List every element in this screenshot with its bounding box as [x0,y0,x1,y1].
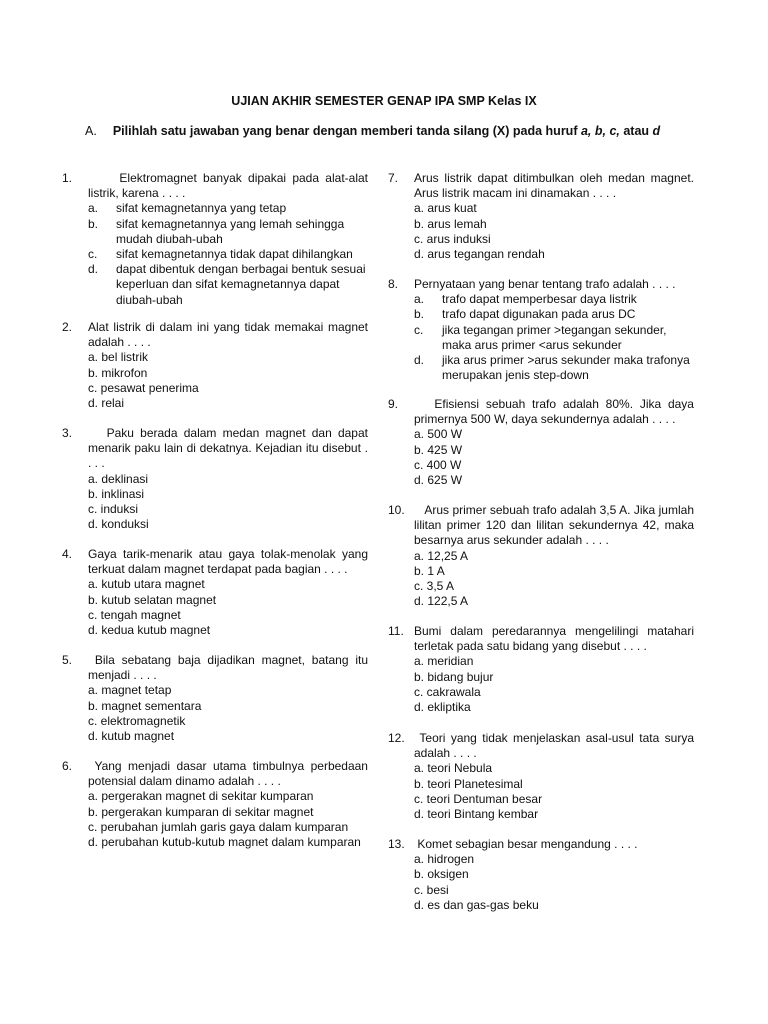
answer-options [414,427,694,488]
answer-option[interactable]: b. pergerakan kumparan di sekitar magnet [88,804,314,819]
answer-options [414,201,694,262]
answer-option[interactable]: d. kutub magnet [88,729,175,744]
question-item [388,837,694,913]
answer-options [414,654,694,715]
question-item [388,171,697,262]
answer-option[interactable] [88,217,368,247]
option-letter: d. [414,353,425,368]
instruction-last: d [652,124,661,138]
question-item [62,426,372,532]
question-stem: Arus primer sebuah trafo adalah 3,5 A. Jika jumlah lilitan primer 120 dan lilitan sekundernya 42, maka besarnya arus sekunder adalah . . . . [414,503,698,548]
question-number: 2. [62,320,73,334]
answer-option[interactable] [414,292,694,307]
option-text: jika arus primer >arus sekunder maka trafonya merupakan jenis step-down [442,353,690,383]
answer-option[interactable]: b. teori Planetesimal [414,776,523,791]
answer-option[interactable]: c. induksi [88,502,139,517]
answer-option[interactable]: c. arus induksi [414,231,491,246]
answer-option[interactable]: c. teori Dentuman besar [414,791,543,806]
answer-option[interactable]: d. ekliptika [414,700,471,715]
answer-options [88,350,368,411]
answer-option[interactable] [88,247,368,262]
question-stem: Arus listrik dapat ditimbulkan oleh medan magnet. Arus listrik macam ini dinamakan . . . . [414,171,697,201]
answer-option[interactable]: a. 500 W [414,427,463,442]
option-text: sifat kemagnetannya tidak dapat dihilangkan [116,247,353,262]
instruction-text: Pilihlah satu jawaban yang benar dengan memberi tanda silang (X) pada huruf [112,124,581,138]
answer-options [414,761,694,822]
instruction-letters: a, b, c, [580,124,620,138]
question-stem: Pernyataan yang benar tentang trafo adalah . . . . [414,277,676,291]
answer-option[interactable] [414,323,694,353]
question-number: 12. [388,731,405,745]
question-stem: Efisiensi sebuah trafo adalah 80%. Jika daya primernya 500 W, daya sekundernya adalah . . . . [414,397,698,427]
answer-option[interactable]: d. perubahan kutub-kutub magnet dalam kumparan [88,835,361,850]
option-text: trafo dapat memperbesar daya listrik [442,292,637,307]
answer-option[interactable]: a. meridian [414,654,474,669]
answer-option[interactable]: b. 1 A [414,563,445,578]
option-letter: b. [414,307,425,322]
question-number: 3. [62,426,73,440]
option-letter: a. [88,201,99,216]
answer-option[interactable]: d. konduksi [88,517,149,532]
question-number: 13. [388,837,405,851]
question-stem: Paku berada dalam medan magnet dan dapat menarik paku lain di dekatnya. Kejadian itu disebut . . . . [88,426,372,471]
option-text: sifat kemagnetannya yang lemah sehingga mudah diubah-ubah [116,216,345,246]
question-item [62,320,372,411]
answer-option[interactable]: b. inklinasi [88,486,145,501]
answer-option[interactable]: a. pergerakan magnet di sekitar kumparan [88,789,314,804]
answer-option[interactable]: c. tengah magnet [88,607,181,622]
instruction-joiner: atau [619,124,653,138]
instruction [85,124,660,138]
answer-options [88,683,368,744]
answer-options [414,549,694,610]
answer-options [88,201,368,307]
answer-option[interactable]: c. pesawat penerima [88,380,199,395]
answer-options [88,577,368,638]
question-item [62,547,372,638]
answer-options [414,852,694,913]
question-item [62,171,372,308]
answer-option[interactable]: d. arus tegangan rendah [414,247,545,262]
question-stem: Bumi dalam peredarannya mengelilingi matahari terletak pada satu bidang yang disebut . . . . [414,624,698,654]
answer-option[interactable]: d. relai [88,396,125,411]
answer-option[interactable]: b. magnet sementara [88,698,202,713]
question-stem: Elektromagnet banyak dipakai pada alat-alat listrik, karena . . . . [88,171,372,201]
option-letter: b. [88,216,99,231]
question-item [388,277,694,383]
answer-options [414,292,694,383]
question-stem: Yang menjadi dasar utama timbulnya perbedaan potensial dalam dinamo adalah . . . . [88,759,372,789]
question-item [388,503,698,609]
answer-option[interactable]: d. 625 W [414,473,463,488]
answer-option[interactable]: b. bidang bujur [414,669,494,684]
answer-option[interactable]: a. deklinasi [88,471,149,486]
option-text: sifat kemagnetannya yang tetap [116,201,287,216]
answer-option[interactable]: c. besi [414,882,449,897]
question-number: 6. [62,759,73,773]
answer-option[interactable]: a. kutub utara magnet [88,577,205,592]
question-number: 9. [388,397,399,411]
question-item [388,397,698,488]
answer-option[interactable]: c. cakrawala [414,684,481,699]
question-number: 7. [388,171,399,185]
answer-option[interactable]: a. bel listrik [88,350,149,365]
answer-option[interactable] [88,201,368,216]
answer-option[interactable]: c. elektromagnetik [88,713,186,728]
option-letter: c. [88,247,98,262]
answer-option[interactable]: d. teori Bintang kembar [414,807,539,822]
answer-option[interactable]: a. magnet tetap [88,683,172,698]
option-text: trafo dapat digunakan pada arus DC [442,307,636,322]
answer-option[interactable]: a. teori Nebula [414,761,493,776]
question-number: 1. [62,171,73,185]
question-item [388,624,698,715]
question-number: 4. [62,547,73,561]
answer-option[interactable]: a. 12,25 A [414,548,469,563]
question-stem: Alat listrik di dalam ini yang tidak memakai magnet adalah . . . . [88,320,372,350]
option-letter: d. [88,262,99,277]
answer-option[interactable] [414,307,694,322]
answer-option[interactable]: d. kedua kutub magnet [88,623,211,638]
question-stem: Komet sebagian besar mengandung . . . . [414,837,638,851]
option-letter: c. [414,322,424,337]
answer-option[interactable] [414,353,694,383]
option-letter: a. [414,292,425,307]
answer-option[interactable]: a. arus kuat [414,201,477,216]
answer-option[interactable] [88,262,368,308]
question-stem: Gaya tarik-menarik atau gaya tolak-menolak yang terkuat dalam magnet terdapat pada bagian . . . . [88,547,372,577]
answer-option[interactable]: c. 3,5 A [414,579,455,594]
question-item [62,653,372,744]
question-item [62,759,372,850]
answer-option[interactable]: b. 425 W [414,442,463,457]
answer-option[interactable]: a. hidrogen [414,852,475,867]
answer-option[interactable]: c. perubahan jumlah garis gaya dalam kumparan [88,819,349,834]
answer-options [88,472,368,533]
question-number: 11. [388,624,404,638]
option-text: jika tegangan primer >tegangan sekunder, maka arus primer <arus sekunder [442,322,667,352]
question-stem: Teori yang tidak menjelaskan asal-usul tata surya adalah . . . . [414,731,698,761]
answer-option[interactable]: c. 400 W [414,457,462,472]
answer-option[interactable]: d. es dan gas-gas beku [414,897,539,912]
answer-option[interactable]: d. 122,5 A [414,594,469,609]
answer-options [88,789,368,850]
question-number: 8. [388,277,399,291]
option-text: dapat dibentuk dengan berbagai bentuk sesuai keperluan dan sifat kemagnetannya dapat diubah-ubah [116,262,366,307]
answer-option[interactable]: b. oksigen [414,867,469,882]
question-number: 10. [388,503,405,517]
question-item [388,731,698,822]
question-number: 5. [62,653,73,667]
answer-option[interactable]: b. arus lemah [414,216,487,231]
question-stem: Bila sebatang baja dijadikan magnet, batang itu menjadi . . . . [88,653,372,683]
page-title: UJIAN AKHIR SEMESTER GENAP IPA SMP Kelas IX [231,94,537,108]
instruction-label: A. [85,124,97,138]
answer-option[interactable]: b. kutub selatan magnet [88,592,217,607]
answer-option[interactable]: b. mikrofon [88,365,148,380]
